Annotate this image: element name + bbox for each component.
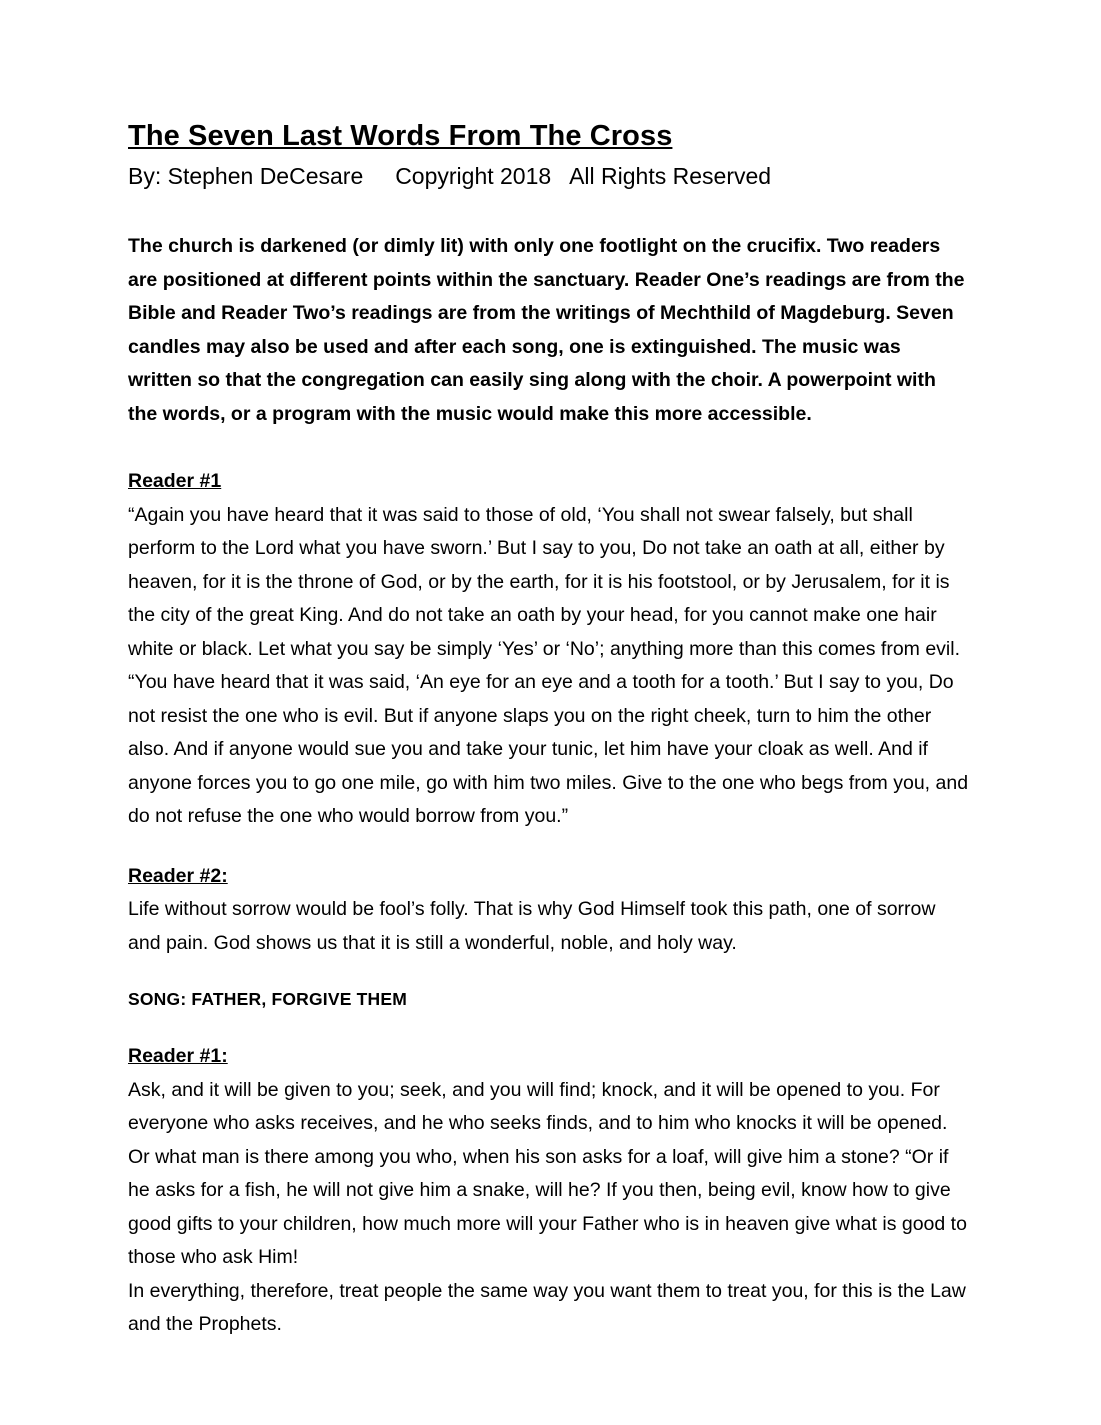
section-body-reader-1: “Again you have heard that it was said to those of old, ‘You shall not swear falsely, but shall perform to the Lord what you have sworn.’ But I say to you, Do not take an oath at all, either by heaven, for it is the throne of God, or by the earth, for it is his footstool, or by Jerusalem, for it is the city of the great King. And do not take an oath by your head, for you cannot make one hair white or black. Let what you say be simply ‘Yes’ or ‘No’; anything more than this comes from evil. “You have heard that it was said, ‘An eye for an eye and a tooth for a tooth.’ But I say to you, Do not resist the one who is evil. But if anyone slaps you on the right cheek, turn to him the other also. And if anyone would sue you and take your tunic, let him have your cloak as well. And if anyone forces you to go one mile, go with him two miles. Give to the one who begs from you, and do not refuse the one who would borrow from you.” bbox=[128, 503, 969, 828]
section-reader-1 bbox=[128, 467, 969, 834]
section-heading-reader-2: Reader #2: bbox=[128, 864, 228, 887]
intro-paragraph: The church is darkened (or dimly lit) with only one footlight on the crucifix. Two readers are positioned at different points within the sanctuary. Reader One’s readings are from the Bible and Reader Two’s readings are from the writings of Mechthild of Magdeburg. Seven candles may also be used and after each song, one is extinguished. The music was written so that the congregation can easily sing along with the choir. A powerpoint with the words, or a program with the music would make this more accessible. bbox=[128, 235, 965, 425]
section-body-reader-1-second-part-1: Ask, and it will be given to you; seek, and you will find; knock, and it will be opened to you. For everyone who asks receives, and he who seeks finds, and to him who knocks it will be opened. Or what man is there among you who, when his son asks for a loaf, will give him a stone? “Or if he asks for a fish, he will not give him a snake, will he? If you then, being evil, know how to give good gifts to your children, how much more will your Father who is in heaven give what is good to those who ask Him! bbox=[128, 1078, 967, 1269]
song-cue: SONG: FATHER, FORGIVE THEM bbox=[128, 989, 408, 1010]
section-body-reader-2: Life without sorrow would be fool’s folly. That is why God Himself took this path, one of sorrow and pain. God shows us that it is still a wonderful, noble, and holy way. bbox=[128, 898, 936, 954]
byline: By: Stephen DeCesare Copyright 2018 All Rights Reserved bbox=[128, 163, 772, 190]
section-reader-1-second bbox=[128, 1042, 969, 1342]
section-heading-reader-1-second: Reader #1: bbox=[128, 1045, 228, 1068]
section-body-reader-1-second-part-2: In everything, therefore, treat people the same way you want them to treat you, for this is the Law and the Prophets. bbox=[128, 1279, 966, 1336]
page-title: The Seven Last Words From The Cross bbox=[128, 120, 673, 152]
section-reader-2 bbox=[128, 862, 969, 960]
section-heading-reader-1: Reader #1 bbox=[128, 470, 222, 493]
